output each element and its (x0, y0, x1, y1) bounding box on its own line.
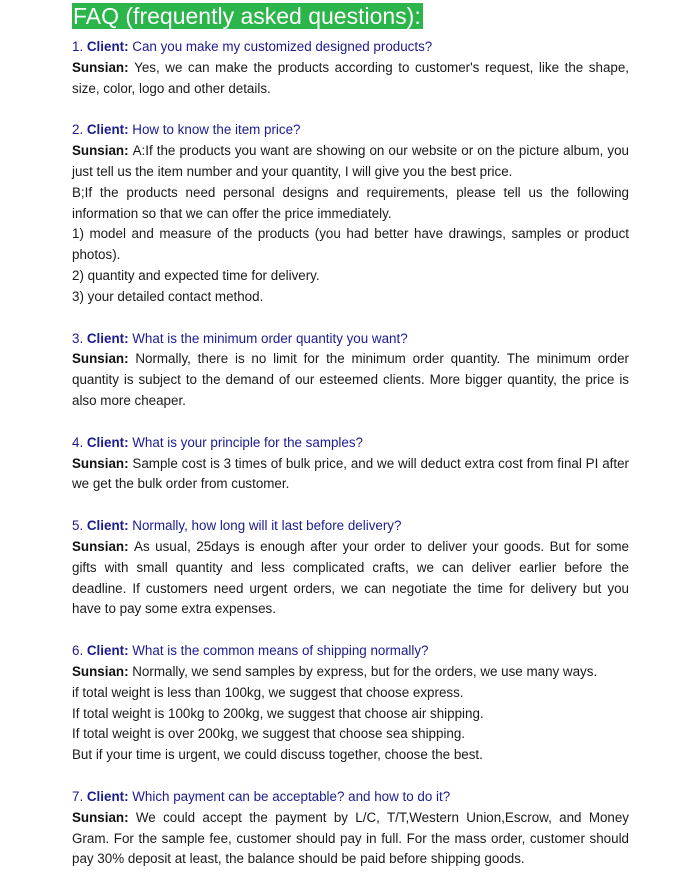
question-number: 1. (72, 39, 87, 54)
seller-label: Sunsian: (72, 663, 133, 679)
page-title: FAQ (frequently asked questions): (73, 3, 421, 29)
answer-line (72, 724, 629, 745)
answer-block (72, 141, 629, 307)
answer-text: A:If the products you want are showing on our website or on the picture album, you just tell us the item number and your quantity, I will give you the best price. (72, 143, 629, 179)
answer-text: 3) your detailed contact method. (72, 288, 264, 304)
seller-label: Sunsian: (72, 809, 136, 825)
faq-item (72, 641, 629, 766)
answer-block (72, 537, 629, 620)
answer-text: Normally, we send samples by express, but for the orders, we use many ways. (132, 663, 598, 679)
question-text: Normally, how long will it last before delivery? (132, 518, 402, 534)
question-text: Can you make my customized designed products? (132, 39, 433, 54)
question-line (72, 433, 629, 454)
question-text: How to know the item price? (132, 122, 301, 138)
client-label: Client: (86, 518, 133, 534)
question-number: 5. (72, 518, 87, 534)
question-text: What is the minimum order quantity you want? (132, 330, 408, 346)
answer-line (72, 224, 629, 266)
client-label: Client: (86, 434, 133, 450)
answer-line (72, 454, 629, 496)
client-label: Client: (86, 330, 133, 346)
answer-block (72, 58, 629, 100)
question-line (72, 120, 629, 141)
question-line (72, 641, 629, 662)
faq-item (72, 37, 629, 99)
answer-block (72, 808, 629, 870)
question-number: 2. (72, 122, 87, 138)
answer-text: 1) model and measure of the products (you had better have drawings, samples or product photos). (72, 226, 629, 263)
answer-text: We could accept the payment by L/C, T/T,Western Union,Escrow, and Money Gram. For the sample fee, customer should pay in full. For the mass order, customer should pay 30% deposit at least, the balance should be paid before shipping goods. (72, 809, 630, 867)
answer-line (72, 183, 629, 225)
answer-text: But if your time is urgent, we could discuss together, choose the best. (72, 747, 483, 763)
question-number: 3. (72, 330, 87, 346)
seller-label: Sunsian: (72, 351, 136, 367)
answer-line (72, 266, 629, 287)
question-text: What is the common means of shipping normally? (132, 643, 429, 659)
question-text: What is your principle for the samples? (132, 434, 363, 450)
answer-text: Sample cost is 3 times of bulk price, and we will deduct extra cost from final PI after we get the bulk order from customer. (72, 455, 629, 492)
seller-label: Sunsian: (72, 59, 135, 75)
answer-block (72, 662, 629, 766)
question-number: 4. (72, 434, 87, 450)
answer-line (72, 662, 629, 683)
faq-list (72, 37, 629, 891)
question-line (72, 37, 629, 58)
client-label: Client: (86, 122, 133, 138)
question-line (72, 516, 629, 537)
answer-line (72, 141, 629, 183)
answer-line (72, 808, 629, 870)
answer-text: If total weight is 100kg to 200kg, we suggest that choose air shipping. (72, 705, 484, 721)
client-label: Client: (86, 39, 133, 54)
title-container (72, 3, 423, 29)
question-text: Which payment can be acceptable? and how to do it? (132, 788, 451, 804)
question-line (72, 787, 629, 808)
answer-line (72, 58, 629, 100)
answer-line (72, 745, 629, 766)
client-label: Client: (86, 643, 133, 659)
seller-label: Sunsian: (72, 538, 135, 554)
seller-label: Sunsian: (72, 455, 133, 471)
client-label: Client: (86, 788, 133, 804)
faq-item (72, 120, 629, 307)
answer-text: Normally, there is no limit for the minimum order quantity. The minimum order quantity is subject to the demand of our esteemed clients. More bigger quantity, the price is also more cheaper. (72, 351, 629, 408)
answer-line (72, 537, 629, 620)
question-number: 7. (72, 788, 87, 804)
answer-line (72, 704, 629, 725)
faq-item (72, 329, 629, 412)
answer-line (72, 349, 629, 411)
answer-line (72, 683, 629, 704)
seller-label: Sunsian: (72, 143, 133, 159)
answer-text: 2) quantity and expected time for delivery. (72, 267, 320, 283)
faq-item (72, 516, 629, 620)
answer-text: As usual, 25days is enough after your order to deliver your goods. But for some gifts with small quantity and less complicated crafts, we can deliver earlier before the deadline. If customers need urgent orders, we can negotiate the time for delivery but you have to pay some extra expenses. (72, 538, 630, 617)
answer-block (72, 349, 629, 411)
question-number: 6. (72, 643, 87, 659)
question-line (72, 329, 629, 350)
answer-text: Yes, we can make the products according to customer's request, like the shape, size, color, logo and other details. (72, 59, 630, 96)
answer-text: B;If the products need personal designs and requirements, please tell us the following information so that we can offer the price immediately. (72, 184, 629, 221)
faq-item (72, 787, 629, 870)
answer-text: If total weight is over 200kg, we suggest that choose sea shipping. (72, 726, 466, 742)
answer-line (72, 287, 629, 308)
answer-text: if total weight is less than 100kg, we suggest that choose express. (72, 684, 464, 700)
faq-item (72, 433, 629, 495)
answer-block (72, 454, 629, 496)
